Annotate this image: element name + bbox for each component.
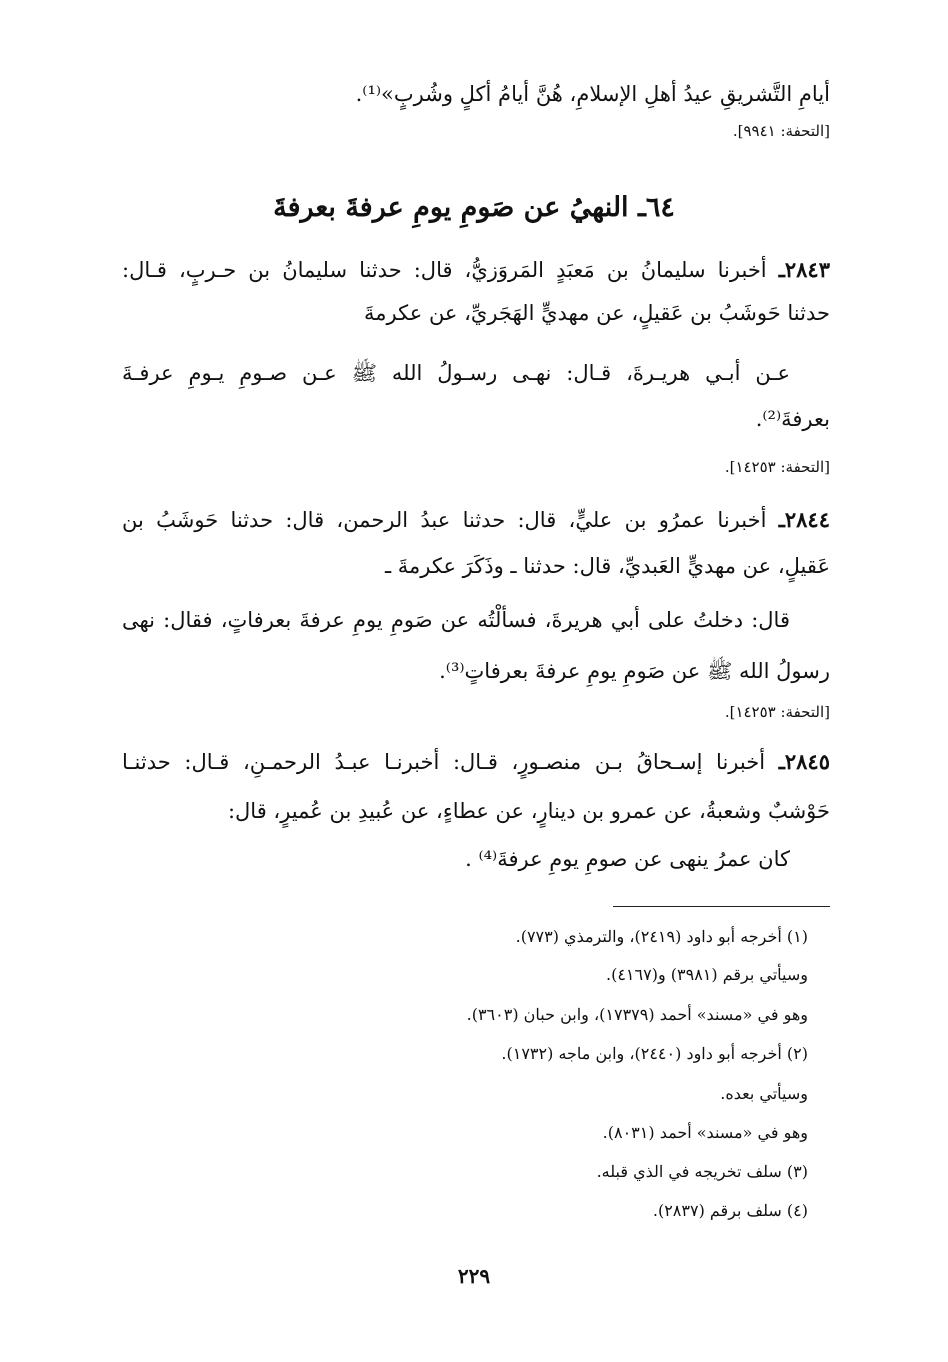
hadith-2843-line-3: عـن أبـي هريـرةَ، قـال: نهـى رسـولُ الله ﷺ عـن صـومِ يـومِ عرفـةَ — [122, 361, 790, 385]
hadith-text: أخبرنا سليمانُ بن مَعبَدٍ المَروَزيُّ، قال: حدثنا سليمانُ بن حـربٍ، قـال: — [122, 258, 767, 282]
footnote-line: (٤) سلف برقم (٢٨٣٧). — [652, 1201, 808, 1220]
hadith-number: ٢٨٤٣ـ — [778, 257, 830, 282]
hadith-number: ٢٨٤٥ـ — [778, 749, 830, 774]
hadith-2844-line-3: قال: دخلتُ على أبي هريرةَ، فسألْتُه عن صَومِ يومِ عرفةَ بعرفاتٍ، فقال: نهى — [122, 608, 790, 632]
footnote-line: وهو في «مسند» أحمد (٨٠٣١). — [602, 1123, 808, 1142]
hadith-2845-line-3: كان عمرُ ينهى عن صومِ يومِ عرفةَ⁽⁴⁾ . — [465, 847, 790, 871]
footnote-separator — [613, 906, 830, 907]
hadith-text: أخبرنا إسـحاقُ بـن منصـورٍ، قـال: أخبرنـا عبـدُ الرحمـنِ، قـال: حدثنـا — [122, 750, 766, 774]
footnote-line: (١) أخرجه أبو داود (٢٤١٩)، والترمذي (٧٧٣). — [515, 927, 808, 946]
tuhfa-reference: [التحفة: ١٤٢٥٣]. — [724, 458, 830, 476]
footnote-line: وسيأتي برقم (٣٩٨١) و(٤١٦٧). — [606, 965, 808, 984]
hadith-2844-line-1 — [122, 506, 830, 534]
hadith-2843-line-4: بعرفةَ⁽²⁾. — [755, 407, 830, 431]
hadith-2845-line-1 — [122, 748, 830, 776]
tuhfa-reference: [التحفة: ١٤٢٥٣]. — [724, 703, 830, 721]
hadith-2845-line-2: حَوْشبٌ وشعبةُ، عن عمرو بن دينارٍ، عن عطاءٍ، عن عُبيدِ بن عُميرٍ، قال: — [227, 799, 830, 823]
hadith-number: ٢٨٤٤ـ — [778, 507, 830, 532]
continuation-line: أيامِ التَّشريقِ عيدُ أهلِ الإسلامِ، هُنَّ أيامُ أكلٍ وشُربٍ»⁽¹⁾. — [355, 82, 830, 106]
footnote-line: وسيأتي بعده. — [720, 1084, 808, 1103]
page-number: ٢٢٩ — [457, 1264, 491, 1288]
hadith-2843-line-2: حدثنا حَوشَبُ بن عَقيلٍ، عن مهديٍّ الهَجَريِّ، عن عكرمةَ — [364, 301, 830, 325]
footnote-line: (٢) أخرجه أبو داود (٢٤٤٠)، وابن ماجه (١٧٣٢). — [501, 1044, 808, 1063]
chapter-title: ٦٤ـ النهيُ عن صَومِ يومِ عرفةَ بعرفةَ — [273, 192, 675, 223]
hadith-text: أخبرنا عمرُو بن عليٍّ، قال: حدثنا عبدُ الرحمن، قال: حدثنا حَوشَبُ بن — [122, 508, 767, 532]
footnote-line: (٣) سلف تخريجه في الذي قبله. — [596, 1162, 808, 1181]
tuhfa-reference: [التحفة: ٩٩٤١]. — [732, 122, 830, 140]
hadith-2844-line-2: عَقيلٍ، عن مهديٍّ العَبديِّ، قال: حدثنا ـ وذَكَرَ عكرمةَ ـ — [384, 554, 830, 578]
hadith-2843-line-1 — [122, 256, 830, 284]
hadith-2844-line-4: رسولُ الله ﷺ عن صَومِ يومِ عرفةَ بعرفاتٍ⁽³⁾. — [439, 659, 830, 683]
footnote-line: وهو في «مسند» أحمد (١٧٣٧٩)، وابن حبان (٣٦٠٣). — [466, 1005, 808, 1024]
